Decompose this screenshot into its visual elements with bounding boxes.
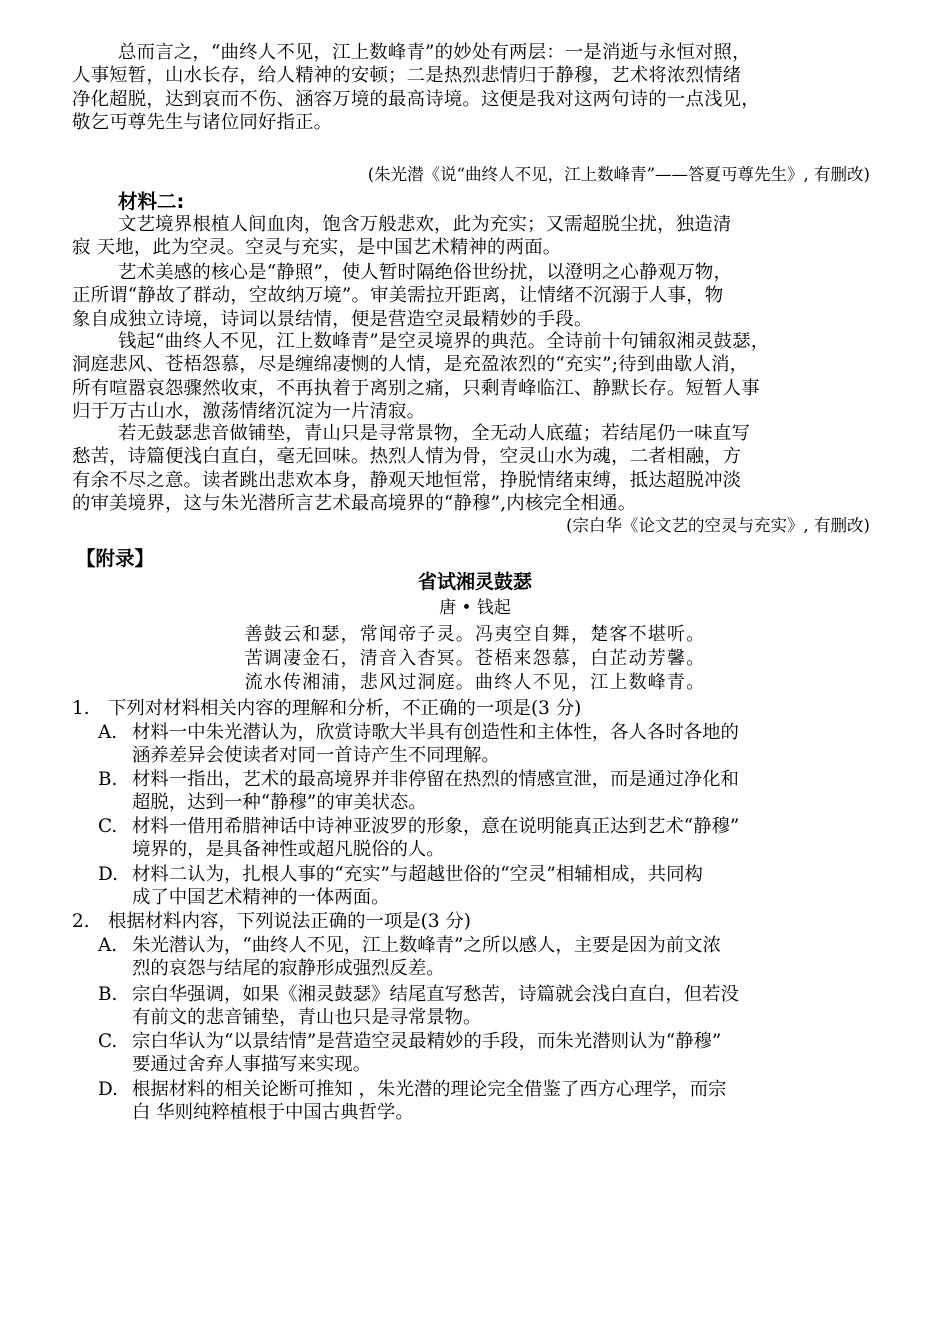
option-letter: B. [98,984,118,1005]
option-text-line: 材料一借用希腊神话中诗神亚波罗的形象，意在说明能真正达到艺术“静穆” [132,816,740,837]
text-line: 人事短暂，山水长存，给人精神的安顿；二是热烈悲情归于静穆，艺术将浓烈情绪 [72,65,742,87]
question-text: 下列对材料相关内容的理解和分析，不正确的一项是(3 分) [108,698,582,719]
text-line: 总而言之，“曲终人不见，江上数峰青”的妙处有两层：一是消逝与永恒对照， [118,42,751,63]
option-letter: C. [98,1031,118,1052]
option-text-line: 宗白华强调，如果《湘灵鼓瑟》结尾直写愁苦，诗篇就会浅白直白，但若没 [132,984,739,1005]
question-1-option-a[interactable] [98,721,898,768]
option-letter: D. [98,864,118,885]
material2-paragraph-2 [72,261,884,331]
text-line: 正所谓“静故了群动，空故纳万境”。审美需拉开距离，让情绪不沉溺于人事，物 [72,285,724,307]
text-line: 愁苦，诗篇便浅白直白，毫无回味。热烈人情为骨，空灵山水为魂，二者相融，方 [72,446,742,468]
question-1-stem [72,697,581,720]
option-text-line: 根据材料的相关论断可推知 ，朱光潜的理论完全借鉴了西方心理学，而宗 [132,1079,727,1100]
option-text-line: 超脱，达到一种“静穆”的审美状态。 [132,792,427,814]
question-2-option-c[interactable] [98,1030,898,1077]
poem-author: 唐 • 钱起 [439,598,511,618]
question-1-option-d[interactable] [98,863,898,910]
question-text: 根据材料内容，下列说法正确的一项是(3 分) [108,911,471,932]
question-2-stem [72,910,471,933]
material2-source: (宗白华《论文艺的空灵与充实》, 有删改) [566,516,870,535]
text-line: 寂 天地，此为空灵。空灵与充实，是中国艺术精神的两面。 [72,237,562,259]
text-line: 若无鼓瑟悲音做铺垫，青山只是寻常景物，全无动人底蕴；若结尾仍一味直写 [118,423,751,444]
text-line: 洞庭悲风、苍梧怨慕，尽是缠绵凄恻的人情，是充盈浓烈的“充实”;待到曲歇人消， [72,354,749,376]
text-line: 象自成独立诗境，诗词以景结情，便是营造空灵最精妙的手段。 [72,308,593,330]
text-line: 钱起“曲终人不见，江上数峰青”是空灵境界的典范。全诗前十句铺叙湘灵鼓瑟， [118,331,770,352]
question-2-option-d[interactable] [98,1078,898,1125]
text-line: 所有喧嚣哀怨骤然收束，不再执着于离别之痛，只剩青峰临江、静默长存。短暂人事 [72,377,760,399]
option-text-line: 材料二认为，扎根人事的“充实”与超越世俗的“空灵”相辅相成，共同构 [132,864,703,885]
question-number: 1. [72,698,90,719]
poem-line: 善鼓云和瑟，常闻帝子灵。冯夷空自舞，楚客不堪听。 [244,624,706,645]
poem-title: 省试湘灵鼓瑟 [417,571,532,593]
text-line: 艺术美感的核心是“静照”，使人暂时隔绝俗世纷扰，以澄明之心静观万物， [118,262,733,283]
text-line: 净化超脱，达到哀而不伤、涵容万境的最高诗境。这便是我对这两句诗的一点浅见， [72,88,760,110]
question-1-option-b[interactable] [98,768,898,815]
text-line: 有余不尽之意。读者跳出悲欢本身，静观天地恒常，挣脱情绪束缚，抵达超脱冲淡 [72,469,742,491]
option-letter: D. [98,1079,118,1100]
option-text-line: 境界的，是具备神性或超凡脱俗的人。 [132,839,445,861]
appendix-heading: 【附录】 [76,547,155,570]
material2-heading: 材料二: [118,190,185,213]
poem-line: 苦调凄金石，清音入杳冥。苍梧来怨慕，白芷动芳馨。 [244,648,706,669]
option-letter: B. [98,769,118,790]
question-number: 2. [72,911,90,932]
text-line: 的审美境界，这与朱光潜所言艺术最高境界的“静穆”,内核完全相通。 [72,493,637,515]
option-text-line: 涵养差异会使读者对同一首诗产生不同理解。 [132,745,500,767]
material1-source: (朱光潜《说“曲终人不见，江上数峰青”——答夏丏尊先生》, 有删改) [367,165,870,184]
material2-paragraph-4 [72,422,884,516]
option-letter: A. [98,722,118,743]
question-2-option-b[interactable] [98,983,898,1030]
text-line: 文艺境界根植人间血肉，饱含万般悲欢，此为充实；又需超脱尘扰，独造清 [118,214,732,235]
option-text-line: 要通过舍弃人事描写来实现。 [132,1054,372,1076]
option-letter: C. [98,816,118,837]
poem-line: 流水传湘浦，悲风过洞庭。曲终人不见，江上数峰青。 [244,672,706,693]
option-text-line: 材料一中朱光潜认为，欣赏诗歌大半具有创造性和主体性，各人各时各地的 [132,722,739,743]
option-text-line: 有前文的悲音铺垫，青山也只是寻常景物。 [132,1007,482,1029]
option-text-line: 宗白华认为“以景结情”是营造空灵最精妙的手段，而朱光潜则认为“静穆” [132,1031,722,1052]
option-text-line: 成了中国艺术精神的一体两面。 [132,887,390,909]
question-2-option-a[interactable] [98,934,898,981]
option-text-line: 朱光潜认为，“曲终人不见，江上数峰青”之所以感人，主要是因为前文浓 [132,935,721,956]
material1-conclusion-paragraph [72,41,884,135]
option-text-line: 白 华则纯粹植根于中国古典哲学。 [132,1102,414,1124]
question-1-option-c[interactable] [98,815,898,862]
material2-paragraph-1 [72,213,884,260]
option-letter: A. [98,935,118,956]
option-text-line: 材料一指出，艺术的最高境界并非停留在热烈的情感宣泄，而是通过净化和 [132,769,739,790]
option-text-line: 烈的哀怨与结尾的寂静形成强烈反差。 [132,958,445,980]
text-line: 敬乞丏尊先生与诸位同好指正。 [72,112,333,134]
material2-paragraph-3 [72,330,884,424]
text-line: 归于万古山水，激荡情绪沉淀为一片清寂。 [72,401,426,423]
